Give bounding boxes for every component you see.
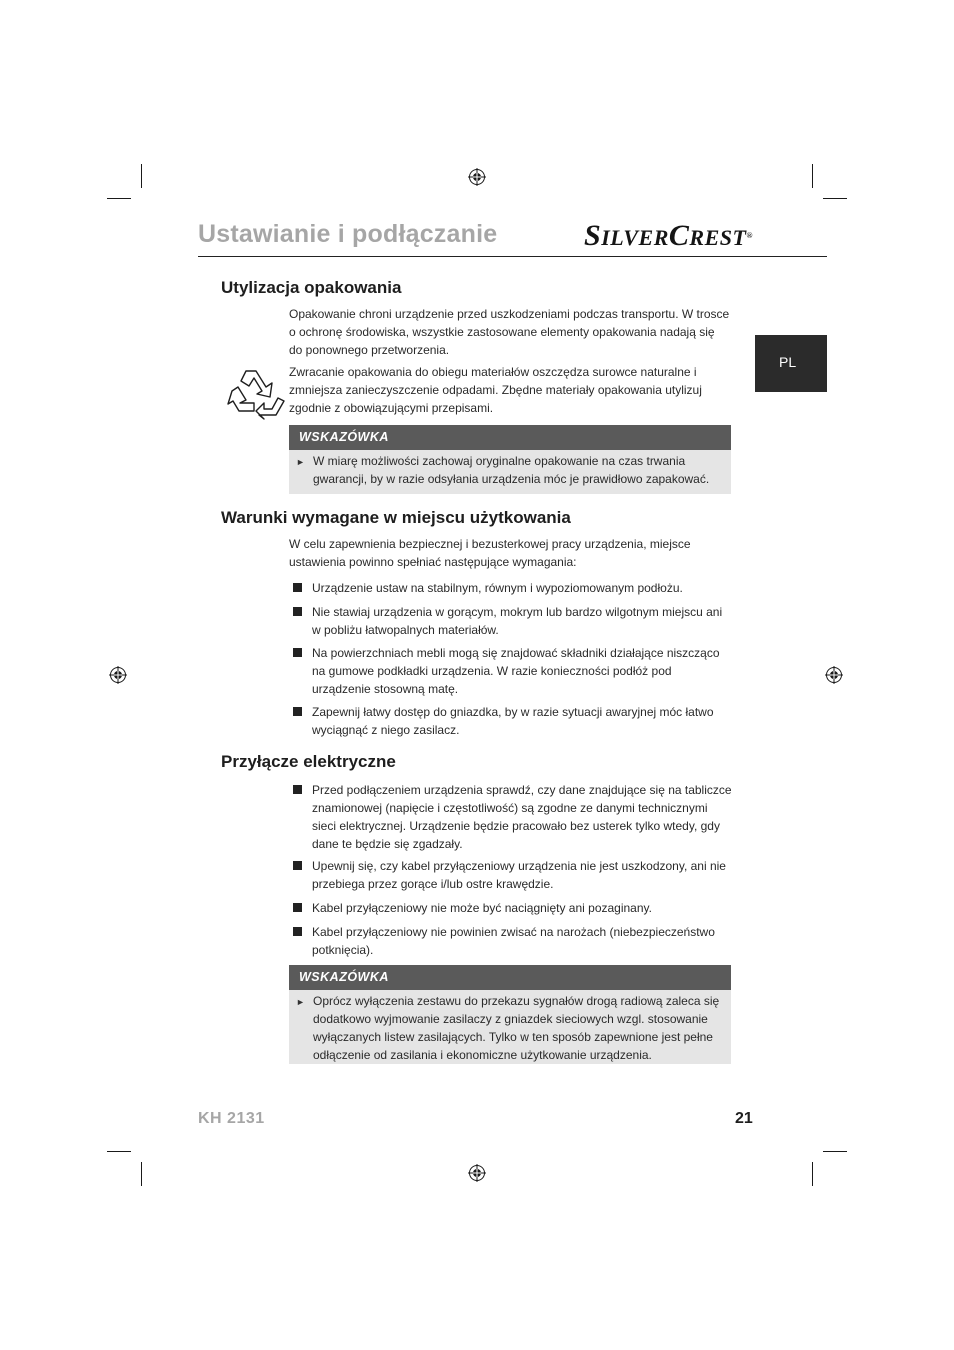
square-bullet-icon: [293, 583, 302, 592]
list-item-text: Upewnij się, czy kabel przyłączeniowy urządzenia nie jest uszkodzony, ani nie przebiega przez gorące i/lub ostre krawędzie.: [312, 859, 726, 891]
list-item: [293, 603, 733, 639]
crop-mark: [812, 164, 813, 188]
note-header: WSKAZÓWKA: [289, 965, 731, 990]
brand-part: REST: [689, 225, 747, 250]
list-item-text: Kabel przyłączeniowy nie może być naciągnięty ani pozaginany.: [312, 901, 652, 915]
title-divider: [198, 256, 827, 257]
list-item-text: Urządzenie ustaw na stabilnym, równym i wypoziomowanym podłożu.: [312, 581, 683, 595]
note-header: WSKAZÓWKA: [289, 425, 731, 450]
square-bullet-icon: [293, 903, 302, 912]
square-bullet-icon: [293, 785, 302, 794]
list-item: [293, 579, 733, 597]
list-item: [293, 857, 733, 893]
page-title: Ustawianie i podłączanie: [198, 220, 498, 248]
list-item: [293, 923, 733, 959]
crop-mark: [141, 164, 142, 188]
trademark-symbol: ®: [746, 231, 753, 240]
arrow-right-icon: ►: [296, 457, 305, 467]
crop-mark: [141, 1162, 142, 1186]
page-number: 21: [735, 1110, 753, 1127]
arrow-right-icon: ►: [296, 997, 305, 1007]
list-item: [293, 781, 733, 853]
list-item: [293, 644, 733, 698]
section-heading: Utylizacja opakowania: [221, 278, 402, 297]
square-bullet-icon: [293, 648, 302, 657]
paragraph: Zwracanie opakowania do obiegu materiałów oszczędza surowce naturalne i zmniejsza zanieczyszczenie odpadami. Zbędne materiały opakowania utylizuj zgodnie z obowiązującymi przepisami.: [289, 365, 702, 415]
registration-mark-icon: [468, 168, 486, 186]
note-text: Oprócz wyłączenia zestawu do przekazu sygnałów drogą radiową zaleca się dodatkowo wyjmowanie zasilaczy z gniazdek sieciowych wzgl. stosowanie wyłączanych listew zasilających. Tylko w ten sposób zapewnione jest pełne odłączenie od zasilania i ekonomiczne użytkowanie urządzenia.: [313, 994, 720, 1062]
crop-mark: [812, 1162, 813, 1186]
paragraph: Opakowanie chroni urządzenie przed uszkodzeniami podczas transportu. W trosce o ochronę środowiska, wszystkie zastosowane elementy opakowania nadają się do ponownego przetworzenia.: [289, 307, 730, 357]
recycling-icon: [226, 365, 286, 421]
section-heading: Przyłącze elektryczne: [221, 752, 396, 771]
section-heading: Warunki wymagane w miejscu użytkowania: [221, 508, 571, 527]
brand-letter: S: [584, 219, 602, 252]
crop-mark: [823, 198, 847, 199]
square-bullet-icon: [293, 927, 302, 936]
brand-logo: [584, 219, 753, 252]
list-item: [293, 703, 733, 739]
list-item: [293, 899, 733, 917]
crop-mark: [823, 1151, 847, 1152]
crop-mark: [107, 198, 131, 199]
brand-part: ILVER: [601, 225, 669, 250]
language-tab: PL: [755, 335, 827, 392]
list-item-text: Na powierzchniach mebli mogą się znajdować składniki działające niszcząco na gumowe podkładki urządzenia. W razie konieczności podłóż pod urządzenie stosowną matę.: [312, 646, 720, 696]
registration-mark-icon: [825, 666, 843, 684]
note-text: W miarę możliwości zachowaj oryginalne opakowanie na czas trwania gwarancji, by w razie odsyłania urządzenia móc je prawidłowo zapakować.: [313, 454, 710, 486]
list-item-text: Przed podłączeniem urządzenia sprawdź, czy dane znajdujące się na tabliczce znamionowej (napięcie i częstotliwość) są zgodne ze danymi technicznymi sieci elektrycznej. Urządzenie będzie pracowało bez usterek tylko wtedy, gdy dane te będzie się zgadzały.: [312, 783, 732, 851]
list-item-text: Zapewnij łatwy dostęp do gniazdka, by w razie sytuacji awaryjnej móc łatwo wyciągnąć z niego zasilacz.: [312, 705, 714, 737]
note-body: [289, 450, 731, 494]
registration-mark-icon: [468, 1164, 486, 1182]
brand-letter: C: [668, 219, 690, 252]
footer-model: KH 2131: [198, 1110, 265, 1127]
square-bullet-icon: [293, 707, 302, 716]
list-item-text: Nie stawiaj urządzenia w gorącym, mokrym lub bardzo wilgotnym miejscu ani w pobliżu łatwopalnych materiałów.: [312, 605, 723, 637]
paragraph: W celu zapewnienia bezpiecznej i bezusterkowej pracy urządzenia, miejsce ustawienia powinno spełniać następujące wymagania:: [289, 537, 691, 569]
registration-mark-icon: [109, 666, 127, 684]
note-body: [289, 990, 731, 1064]
crop-mark: [107, 1151, 131, 1152]
list-item-text: Kabel przyłączeniowy nie powinien zwisać na narożach (niebezpieczeństwo potknięcia).: [312, 925, 715, 957]
square-bullet-icon: [293, 861, 302, 870]
square-bullet-icon: [293, 607, 302, 616]
